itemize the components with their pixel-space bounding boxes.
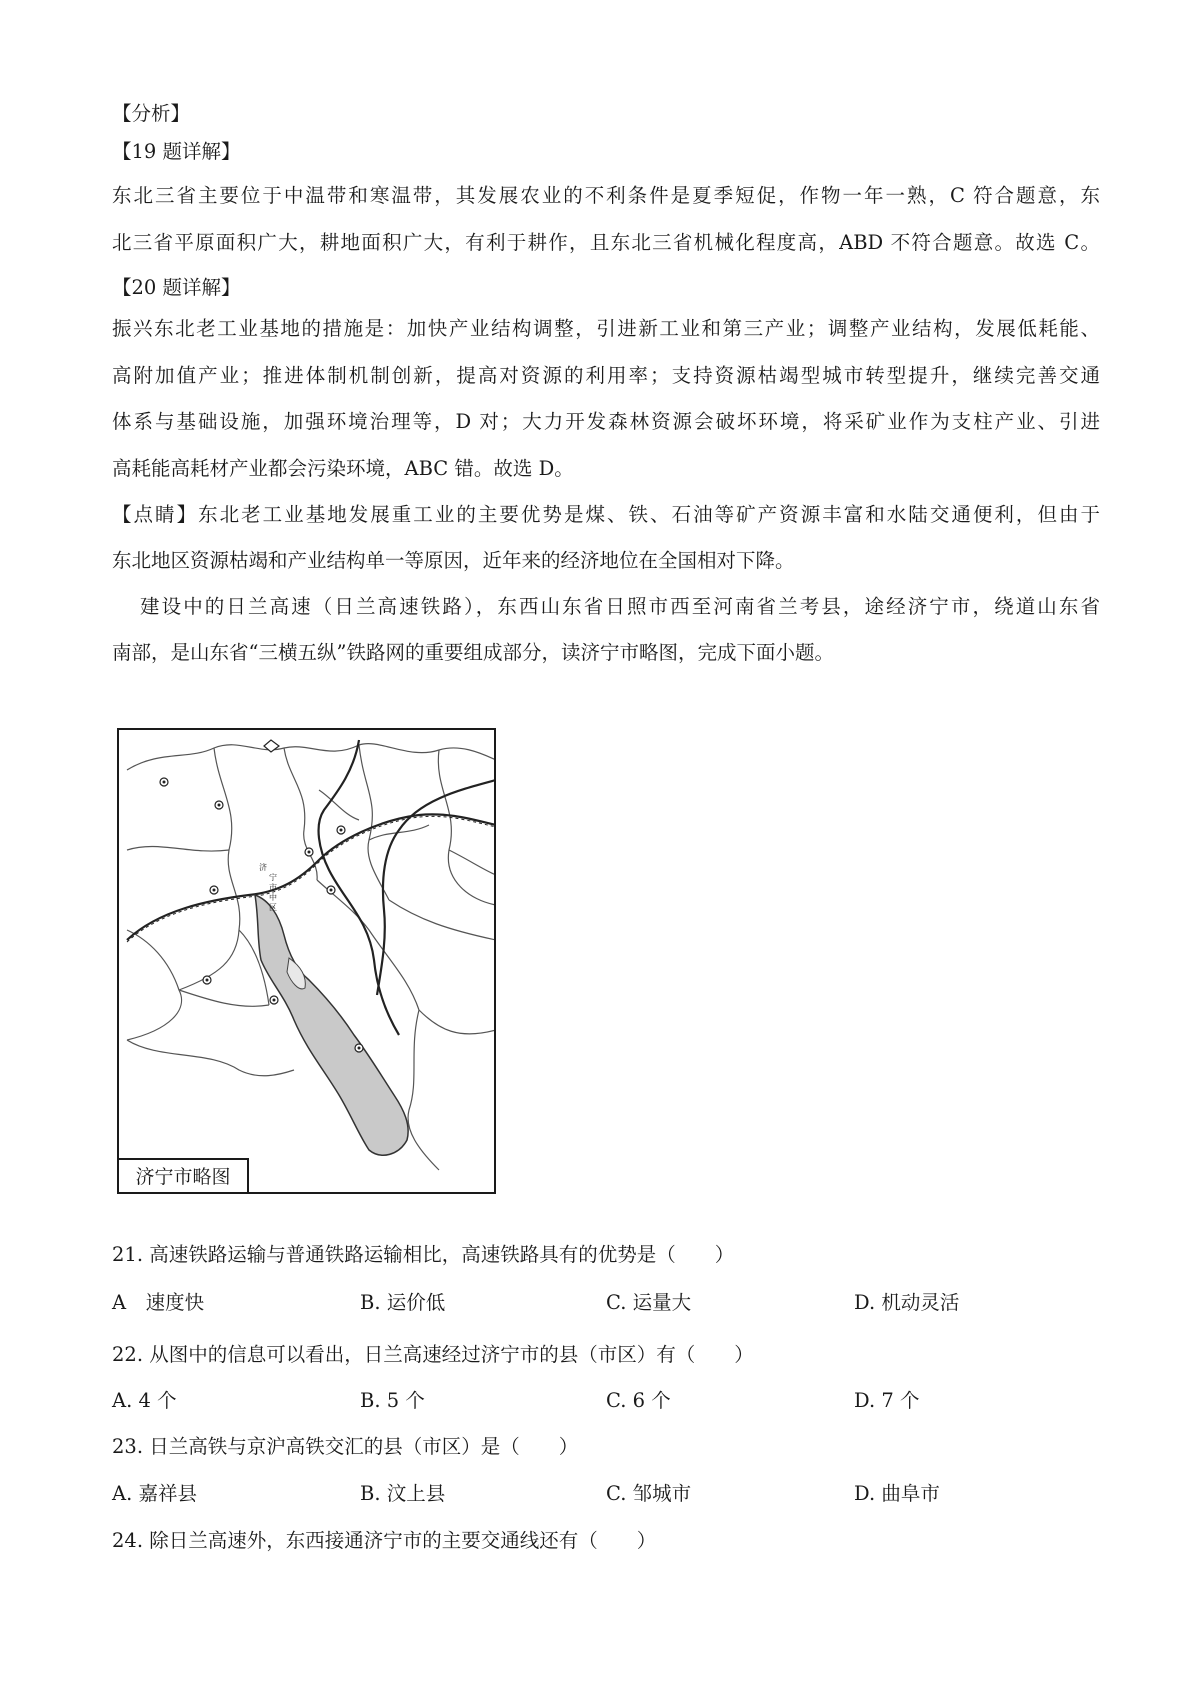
question-22-option-b: B. 5 个 [360, 1389, 425, 1412]
material-line-2: 南部，是山东省“三横五纵”铁路网的重要组成部分，读济宁市略图，完成下面小题。 [112, 641, 834, 664]
q20-line-2: 高附加值产业；推进体制机制创新，提高对资源的利用率；支持资源枯竭型城市转型提升，继续完善交通 [112, 364, 1100, 387]
question-21-option-b: B. 运价低 [360, 1291, 446, 1314]
question-23-stem: 23. 日兰高铁与京沪高铁交汇的县（市区）是（ ） [112, 1435, 579, 1458]
map-label-char-5: 区 [269, 903, 277, 912]
question-23-option-a: A. 嘉祥县 [112, 1482, 197, 1505]
q19-heading: 【19 题详解】 [112, 140, 241, 163]
question-22-option-c: C. 6 个 [606, 1389, 671, 1412]
analysis-heading: 【分析】 [112, 102, 191, 125]
q19-line-1: 东北三省主要位于中温带和寒温带，其发展农业的不利条件是夏季短促，作物一年一熟，C 符合题意，东 [112, 184, 1100, 207]
question-21-stem: 21. 高速铁路运输与普通铁路运输相比，高速铁路具有的优势是（ ） [112, 1243, 735, 1266]
question-23-option-c: C. 邹城市 [606, 1482, 692, 1505]
dianjing-line-2: 东北地区资源枯竭和产业结构单一等原因，近年来的经济地位在全国相对下降。 [112, 549, 795, 572]
question-22-option-a: A. 4 个 [112, 1389, 177, 1412]
q20-line-1: 振兴东北老工业基地的措施是：加快产业结构调整，引进新工业和第三产业；调整产业结构，发展低耗能、 [112, 317, 1100, 340]
map-caption: 济宁市略图 [119, 1158, 249, 1192]
question-24-stem: 24. 除日兰高速外，东西接通济宁市的主要交通线还有（ ） [112, 1529, 657, 1552]
map-drawing [119, 730, 496, 1194]
map-label-char-1: 济 [259, 863, 267, 872]
north-marker-icon [264, 740, 279, 752]
map-label-char-4: 中 [269, 893, 277, 902]
map-label-char-2: 宁 [269, 873, 277, 882]
jining-map [117, 728, 496, 1194]
question-21-option-c: C. 运量大 [606, 1291, 692, 1314]
question-22-option-d: D. 7 个 [854, 1389, 920, 1412]
q20-heading: 【20 题详解】 [112, 276, 241, 299]
q20-line-4: 高耗能高耗材产业都会污染环境，ABC 错。故选 D。 [112, 457, 574, 480]
question-21-option-a: A 速度快 [112, 1291, 205, 1314]
material-line-1: 建设中的日兰高速（日兰高速铁路），东西山东省日照市西至河南省兰考县，途经济宁市，绕道山东省 [140, 595, 1100, 618]
question-22-stem: 22. 从图中的信息可以看出，日兰高速经过济宁市的县（市区）有（ ） [112, 1343, 754, 1366]
q19-line-2: 北三省平原面积广大，耕地面积广大，有利于耕作，且东北三省机械化程度高，ABD 不符合题意。故选 C。 [112, 231, 1100, 254]
q20-line-3: 体系与基础设施，加强环境治理等，D 对；大力开发森林资源会破坏环境，将采矿业作为支柱产业、引进 [112, 410, 1100, 433]
question-21-option-d: D. 机动灵活 [854, 1291, 960, 1314]
question-23-option-b: B. 汶上县 [360, 1482, 446, 1505]
question-23-option-d: D. 曲阜市 [854, 1482, 940, 1505]
dianjing-line-1: 【点睛】东北老工业基地发展重工业的主要优势是煤、铁、石油等矿产资源丰富和水陆交通便利，但由于 [112, 503, 1100, 526]
map-label-char-3: 市 [269, 883, 277, 892]
